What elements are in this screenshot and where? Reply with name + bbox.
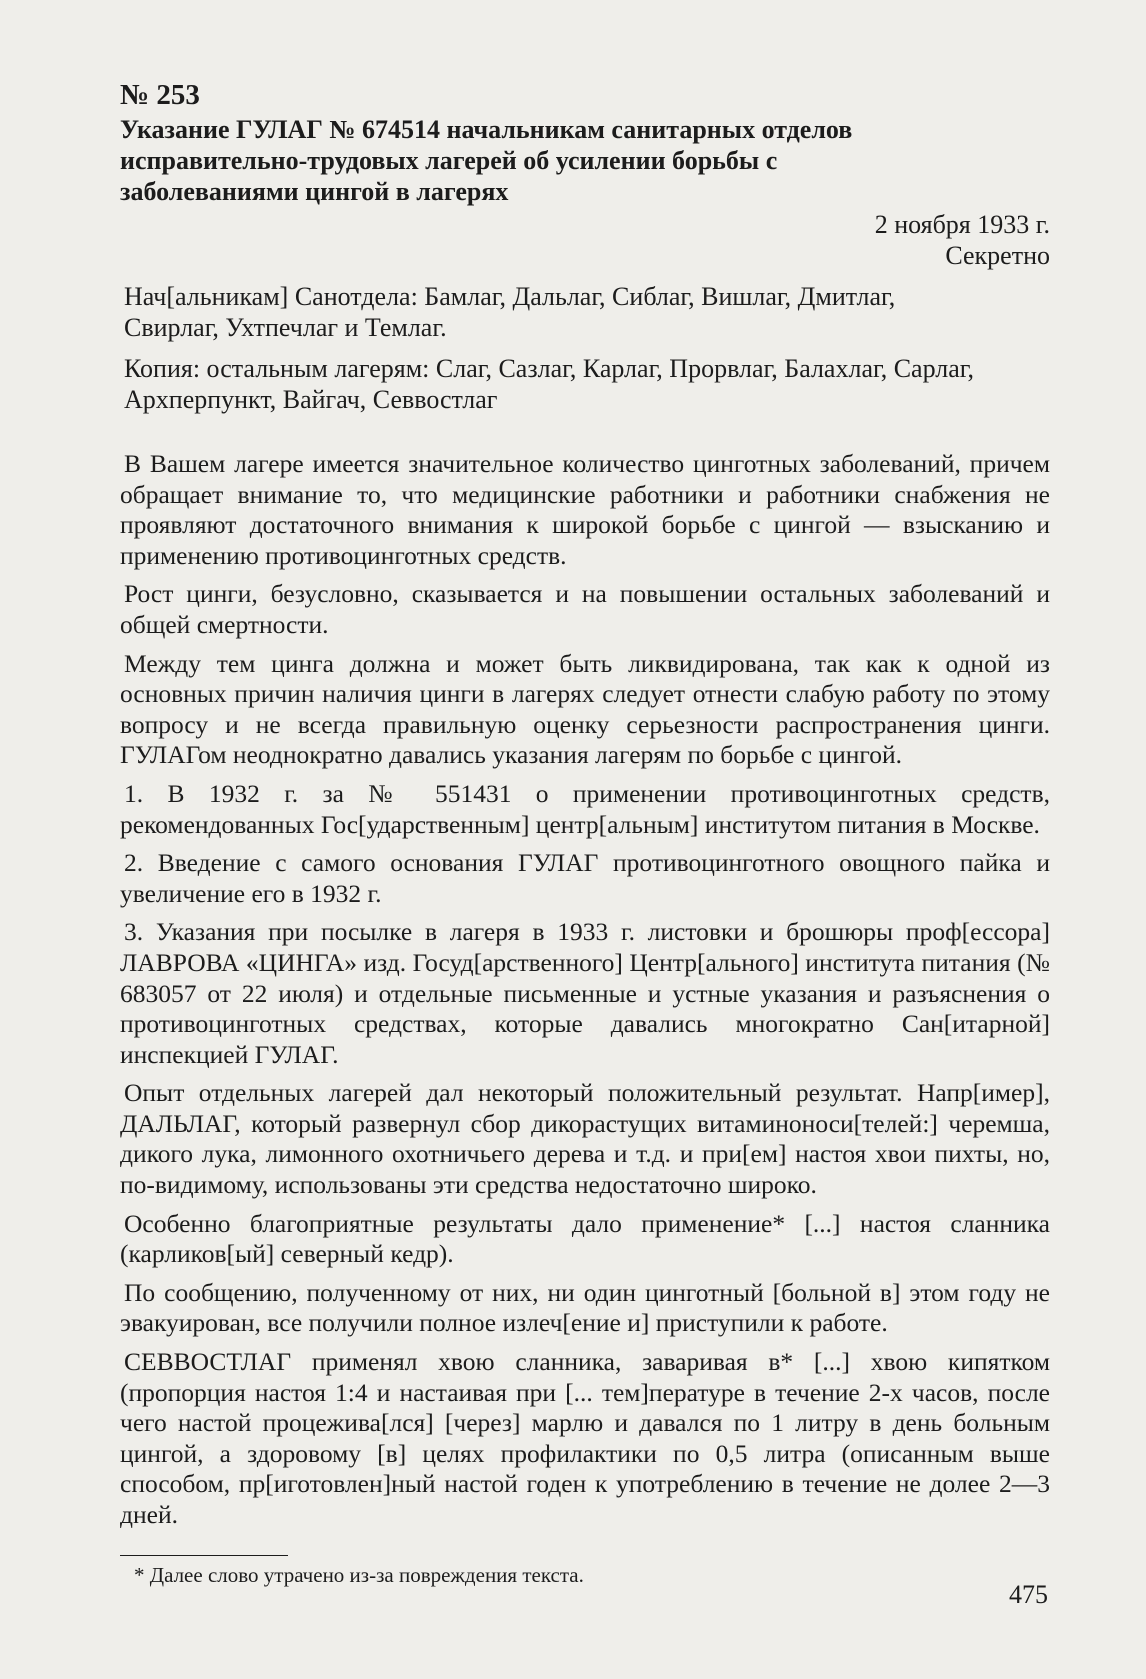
body-paragraph: По сообщению, полученному от них, ни один цинготный [больной в] этом году не эвакуирован, все получили полное излеч[ение и] приступили к работе. (120, 1277, 1050, 1338)
body-paragraph: 3. Указания при посылке в лагеря в 1933 г. листовки и брошюры проф[ессора] ЛАВРОВА «ЦИНГА» изд. Госуд[арственного] Центр[ального] института питания (№ 683057 от 22 июля) и отдельные письменные и устные указания и разъяснения о противоцинготных средствах, которые давались многократно Сан[итарной] инспекцией ГУЛАГ. (120, 917, 1050, 1069)
footnote-text: * Далее слово утрачено из-за повреждения текста. (134, 1562, 584, 1587)
body-paragraph: 1. В 1932 г. за № 551431 о применении противоцинготных средств, рекомендованных Гос[ударственным] центр[альным] институтом питания в Москве. (120, 778, 1050, 839)
classification-label: Секретно (945, 241, 1050, 270)
document-title: Указание ГУЛАГ № 674514 начальникам санитарных отделов исправительно-трудовых лагерей об усилении борьбы с заболеваниями цингой в лагерях (120, 115, 853, 206)
body-paragraph: СЕВВОСТЛАГ применял хвою сланника, заваривая в* [...] хвою кипятком (пропорция настоя 1:4 и настаивая при [... тем]пературе в течение 2-х часов, после чего настой процежива[лся] [через] марлю и давался по 1 литру в день больным цингой, а здоровому [в] целях профилактики по 0,5 литра (описанным выше способом, пр[иготовлен]ный настой годен к употреблению в течение не долее 2—3 дней. (120, 1347, 1050, 1529)
body-paragraph: Рост цинги, безусловно, сказывается и на повышении остальных заболеваний и общей смертности. (120, 579, 1050, 639)
addressee-line: Нач[альникам] Санотдела: Бамлаг, Дальлаг, Сиблаг, Вишлаг, Дмитлаг, Свирлаг, Ухтпечлаг и Темлаг. (124, 282, 896, 342)
footnote-divider (120, 1555, 288, 1556)
body-paragraph: Между тем цинга должна и может быть ликвидирована, так как к одной из основных причин наличия цинги в лагерях следует отнести слабую работу по этому вопросу и не всегда правильную оценку серьезности распространения цинги. ГУЛАГом неоднократно давались указания лагерям по борьбе с цингой. (120, 648, 1050, 770)
document-number: № 253 (120, 79, 200, 111)
body-paragraph: В Вашем лагере имеется значительное количество цинготных заболеваний, причем обращает внимание то, что медицинские работники и работники снабжения не проявляют достаточного внимания к широкой борьбе с цингой — взысканию и применению противоцинготных средств. (120, 449, 1050, 570)
page-number: 475 (1009, 1580, 1048, 1609)
copy-recipients-line: Копия: остальным лагерям: Слаг, Сазлаг, Карлаг, Прорвлаг, Балахлаг, Сарлаг, Архперпункт, Вайгач, Севвостлаг (124, 354, 975, 414)
body-paragraph: 2. Введение с самого основания ГУЛАГ противоцинготного овощного пайка и увеличение его в 1932 г. (120, 848, 1050, 908)
document-body (120, 449, 1050, 1531)
body-paragraph: Особенно благоприятные результаты дало применение* [...] настоя сланника (карликов[ый] северный кедр). (120, 1208, 1050, 1269)
body-paragraph: Опыт отдельных лагерей дал некоторый положительный результат. Напр[имер], ДАЛЬЛАГ, который развернул сбор дикорастущих витаминоноси[телей:] черемша, дикого лука, лимонного охотничьего дерева и т.д. и при[ем] настоя хвои пихты, но, по-видимому, использованы эти средства недостаточно широко. (120, 1078, 1050, 1200)
document-date: 2 ноября 1933 г. (874, 210, 1050, 239)
